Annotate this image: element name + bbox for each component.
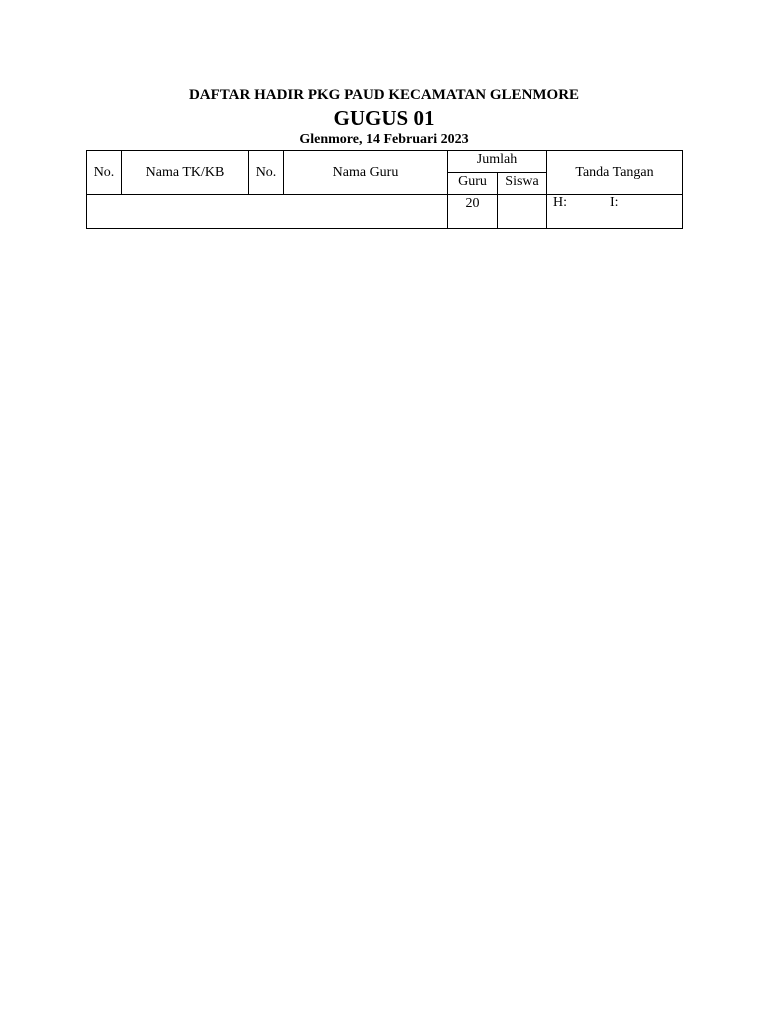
signature-i: I:: [610, 195, 619, 210]
total-label-cell: [87, 195, 448, 229]
col-header-nama-tk: Nama TK/KB: [122, 151, 249, 195]
total-siswa: [498, 195, 547, 229]
col-header-nama-guru: Nama Guru: [284, 151, 448, 195]
total-signature-cell: [547, 195, 683, 229]
total-guru: 20: [448, 195, 498, 229]
document-title: DAFTAR HADIR PKG PAUD KECAMATAN GLENMORE: [188, 87, 580, 103]
col-header-tanda-tangan: Tanda Tangan: [547, 151, 683, 195]
total-row: [87, 195, 683, 229]
col-header-siswa: Siswa: [498, 173, 547, 195]
col-header-guru: Guru: [448, 173, 498, 195]
signature-h: H:: [553, 195, 568, 210]
col-header-jumlah: Jumlah: [448, 151, 547, 173]
col-header-no: No.: [87, 151, 122, 195]
group-title: GUGUS 01: [333, 106, 435, 130]
attendance-table: [86, 150, 683, 229]
date-line: Glenmore, 14 Februari 2023: [299, 132, 469, 147]
col-header-no-guru: No.: [249, 151, 284, 195]
